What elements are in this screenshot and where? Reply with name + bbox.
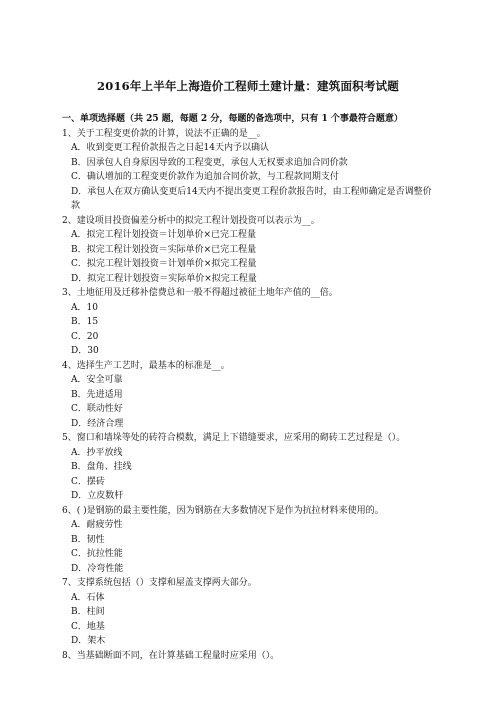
- option-b: B．15: [71, 317, 99, 327]
- question-stem: 1、关于工程变更价款的计算，说法不正确的是__。: [62, 128, 266, 139]
- option-d: D．立皮数杆: [71, 491, 124, 501]
- question-stem: 7、支撑系统包括（）支撑和屋盖支撑两大部分。: [62, 578, 257, 588]
- option-b: B．盘角、挂线: [71, 462, 132, 472]
- question-stem: 8、当基础断面不同，在计算基础工程量时应采用（）。: [62, 650, 280, 661]
- option-d: D．架木: [71, 636, 106, 646]
- question-3: [62, 286, 434, 359]
- option-a: A．石体: [71, 592, 105, 603]
- document-body: [62, 112, 434, 663]
- question-8: [62, 649, 434, 664]
- option-a: A．收到变更工程价款报告之日起14天内予以确认: [71, 143, 269, 153]
- page-title: 2016年上半年上海造价工程师土建计量：建筑面积考试题: [97, 79, 399, 93]
- section-heading: 一、单项选择题（共 25 题，每题 2 分，每题的备选项中，只有 1 个事最符合题意）: [62, 114, 403, 124]
- option-c: C．拟完工程计划投资＝计划单价×拟完工程量: [71, 259, 257, 269]
- question-5: [62, 431, 434, 504]
- option-c: C．确认增加的工程变更价款作为追加合同价款，与工程款同期支付: [71, 172, 339, 182]
- option-a: A．耐疲劳性: [71, 520, 123, 530]
- option-d: D．拟完工程计划投资＝实际单价×拟完工程量: [71, 273, 257, 284]
- question-stem: 4、选择生产工艺时，最基本的标准是__。: [62, 360, 230, 371]
- question-stem: 2、建设项目投资偏差分析中的拟完工程计划投资可以表示为__。: [62, 215, 320, 226]
- option-c: C．联动性好: [71, 404, 123, 414]
- question-stem: 3、土地征用及迁移补偿费总和一般不得超过被征土地年产值的__倍。: [62, 288, 338, 298]
- option-b: B．因承包人自身原因导致的工程变更，承包人无权要求追加合同价款: [71, 157, 348, 168]
- option-c: C．20: [71, 331, 99, 342]
- option-d: D．冷弯性能: [71, 563, 124, 574]
- option-b: B．拟完工程计划投资＝实际单价×已完工程量: [71, 244, 257, 255]
- question-4: [62, 359, 434, 432]
- option-b: B．韧性: [71, 534, 105, 545]
- option-b: B．先进适用: [71, 389, 123, 400]
- option-c: C．地基: [71, 621, 105, 632]
- question-stem: 5、窗口和墙垛等处的砖符合模数，满足上下错缝要求，应采用的砌砖工艺过程是（）。: [62, 433, 406, 443]
- question-1: [62, 127, 434, 214]
- option-d: D．承包人在双方确认变更后14天内不提出变更工程价款报告时，由工程师确定是否调整价款: [71, 186, 432, 211]
- question-stem: 6、( )是钢筋的最主要性能，因为钢筋在大多数情况下是作为抗拉材料来使用的。: [62, 505, 384, 516]
- option-a: A．10: [71, 302, 98, 313]
- option-a: A．安全可靠: [71, 375, 123, 385]
- option-a: A．抄平放线: [71, 447, 123, 458]
- question-7: [62, 576, 434, 649]
- option-a: A．拟完工程计划投资＝计划单价×已完工程量: [71, 230, 257, 240]
- option-c: C．摆砖: [71, 476, 105, 487]
- question-2: [62, 214, 434, 287]
- option-b: B．柱间: [71, 607, 105, 617]
- option-c: C．抗拉性能: [71, 549, 123, 559]
- option-d: D．经济合理: [71, 418, 124, 429]
- option-d: D．30: [71, 346, 99, 356]
- question-6: [62, 504, 434, 577]
